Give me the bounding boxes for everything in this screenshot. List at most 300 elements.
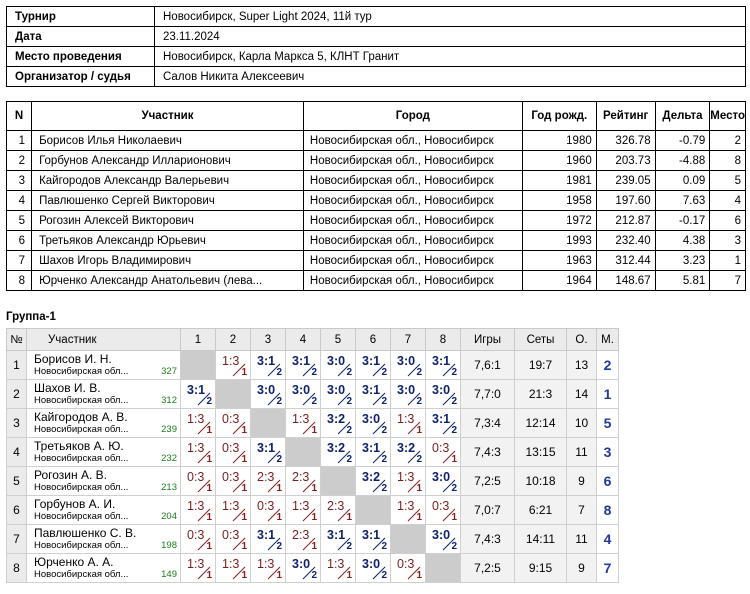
match-result-cell[interactable] [181,409,216,438]
match-points: 1 [241,483,247,494]
match-result-cell[interactable] [321,380,356,409]
match-points: 1 [241,454,247,465]
match-points: 2 [346,454,352,465]
match-score: 0:3 [432,441,450,455]
match-points: 2 [451,367,457,378]
row-number: 5 [7,467,27,496]
match-score: 1:3 [187,441,205,455]
match-points: 1 [451,454,457,465]
match-result-cell[interactable] [356,380,391,409]
match-points: 2 [381,483,387,494]
match-points: 1 [241,541,247,552]
match-score: 1:3 [257,557,275,571]
points-cell: 14 [567,380,597,409]
match-score: 3:1 [432,354,451,368]
match-result-cell[interactable] [216,525,251,554]
player-meta [34,540,177,552]
player-rating: 198 [161,540,177,551]
info-value: Новосибирск, Карла Маркса 5, КЛНТ Гранит [155,47,746,67]
participant-year: 1993 [522,231,596,251]
self-cell [251,409,286,438]
self-cell [216,380,251,409]
participant-delta: -0.79 [655,131,710,151]
place-cell: 7 [597,554,619,583]
participant-name: Борисов Илья Николаевич [32,131,304,151]
row-number: 8 [7,554,27,583]
participant-delta: 3.23 [655,251,710,271]
participant-place: 6 [710,211,746,231]
player-cell [27,467,181,496]
match-points: 2 [276,541,282,552]
participant-place: 4 [710,191,746,211]
match-score: 0:3 [432,499,450,513]
match-score: 3:2 [397,441,416,455]
match-score: 3:0 [292,383,311,397]
match-result-cell[interactable] [426,380,461,409]
participant-delta: 5.81 [655,271,710,291]
match-score: 3:1 [327,528,346,542]
match-score: 0:3 [222,528,240,542]
match-score: 3:0 [257,383,276,397]
crosstable-row [7,554,619,583]
match-points: 2 [381,541,387,552]
match-points: 2 [381,454,387,465]
games-cell: 7,6:1 [461,351,515,380]
participant-city: Новосибирская обл., Новосибирск [303,231,522,251]
participant-place: 5 [710,171,746,191]
match-result-cell[interactable] [286,380,321,409]
sets-cell: 14:11 [515,525,567,554]
player-rating: 239 [161,424,177,435]
match-score: 1:3 [397,470,415,484]
player-city: Новосибирская обл... [34,424,129,435]
row-number: 2 [7,380,27,409]
participant-row [7,171,746,191]
match-score: 3:1 [362,354,381,368]
col-n-header: N [7,102,32,131]
match-points: 1 [311,483,317,494]
match-result-cell[interactable] [181,380,216,409]
participant-n: 4 [7,191,32,211]
match-points: 2 [346,425,352,436]
participant-delta: 0.09 [655,171,710,191]
match-result-cell[interactable] [286,525,321,554]
match-points: 2 [346,541,352,552]
match-points: 1 [241,425,247,436]
match-result-cell[interactable] [321,351,356,380]
participant-name: Третьяков Александр Юрьевич [32,231,304,251]
participant-year: 1981 [522,171,596,191]
match-result-cell[interactable] [286,467,321,496]
match-result-cell[interactable] [251,467,286,496]
participant-name: Кайгородов Александр Валерьевич [32,171,304,191]
match-result-cell[interactable] [251,351,286,380]
match-points: 2 [381,425,387,436]
crosstable-row [7,409,619,438]
match-points: 2 [381,396,387,407]
match-result-cell[interactable] [391,467,426,496]
participant-row [7,211,746,231]
match-result-cell[interactable] [321,409,356,438]
match-score: 1:3 [292,412,310,426]
games-cell: 7,4:3 [461,438,515,467]
col-opponent-header: 5 [321,329,356,351]
match-points: 1 [451,512,457,523]
col-player-header: Участник [27,329,181,351]
match-score: 3:0 [397,383,416,397]
self-cell [426,554,461,583]
match-points: 1 [276,483,282,494]
col-games-header: Игры [461,329,515,351]
col-opponent-header: 3 [251,329,286,351]
participant-rating: 232.40 [596,231,655,251]
player-rating: 213 [161,482,177,493]
place-cell: 1 [597,380,619,409]
points-cell: 10 [567,409,597,438]
match-result-cell[interactable] [251,496,286,525]
match-result-cell[interactable] [426,496,461,525]
participant-city: Новосибирская обл., Новосибирск [303,191,522,211]
player-city: Новосибирская обл... [34,366,129,377]
match-result-cell[interactable] [426,525,461,554]
col-points-header: О. [567,329,597,351]
player-city: Новосибирская обл... [34,395,129,406]
player-name[interactable]: Шахов И. В. [34,381,101,395]
participant-city: Новосибирская обл., Новосибирск [303,131,522,151]
player-meta [34,511,177,523]
player-rating: 327 [161,366,177,377]
match-points: 1 [241,367,247,378]
match-score: 3:1 [257,441,276,455]
participant-city: Новосибирская обл., Новосибирск [303,151,522,171]
player-city: Новосибирская обл... [34,569,129,580]
match-score: 3:1 [362,528,381,542]
match-result-cell[interactable] [391,496,426,525]
player-rating: 149 [161,569,177,580]
match-result-cell[interactable] [321,554,356,583]
info-row [7,7,746,27]
participant-rating: 326.78 [596,131,655,151]
crosstable-row [7,496,619,525]
points-cell: 11 [567,525,597,554]
match-points: 2 [276,367,282,378]
player-meta [34,366,177,378]
match-result-cell[interactable] [216,351,251,380]
participant-rating: 197.60 [596,191,655,211]
participant-city: Новосибирская обл., Новосибирск [303,251,522,271]
col-opponent-header: 1 [181,329,216,351]
points-cell: 9 [567,467,597,496]
participant-city: Новосибирская обл., Новосибирск [303,171,522,191]
player-cell [27,496,181,525]
sets-cell: 21:3 [515,380,567,409]
match-score: 3:1 [257,528,276,542]
match-score: 3:0 [327,383,346,397]
games-cell: 7,2:5 [461,467,515,496]
match-points: 2 [381,367,387,378]
match-score: 3:0 [327,354,346,368]
match-points: 2 [311,367,317,378]
match-score: 3:0 [432,528,451,542]
participant-delta: -4.88 [655,151,710,171]
crosstable-header-row [7,329,619,351]
player-cell [27,409,181,438]
participant-n: 3 [7,171,32,191]
match-score: 0:3 [187,528,205,542]
points-cell: 13 [567,351,597,380]
participant-rating: 203.73 [596,151,655,171]
points-cell: 11 [567,438,597,467]
match-score: 1:3 [222,557,240,571]
match-score: 2:3 [292,528,310,542]
match-score: 1:3 [292,499,310,513]
info-value: Новосибирск, Super Light 2024, 11й тур [155,7,746,27]
match-result-cell[interactable] [181,554,216,583]
crosstable-row [7,467,619,496]
match-result-cell[interactable] [426,409,461,438]
col-opponent-header: 2 [216,329,251,351]
match-result-cell[interactable] [216,496,251,525]
participants-table [6,101,746,291]
info-key: Дата [7,27,155,47]
match-result-cell[interactable] [426,467,461,496]
row-number: 4 [7,438,27,467]
crosstable-row [7,438,619,467]
sets-cell: 12:14 [515,409,567,438]
match-score: 0:3 [257,499,275,513]
participant-rating: 148.67 [596,271,655,291]
col-opponent-header: 4 [286,329,321,351]
col-participant-header: Участник [32,102,304,131]
match-points: 1 [416,425,422,436]
match-result-cell[interactable] [391,380,426,409]
match-score: 3:2 [362,470,381,484]
participant-n: 8 [7,271,32,291]
participant-name: Павлюшенко Сергей Викторович [32,191,304,211]
player-cell [27,351,181,380]
player-name[interactable]: Третьяков А. Ю. [34,439,124,453]
info-row [7,47,746,67]
match-points: 2 [451,541,457,552]
match-points: 1 [311,512,317,523]
participant-place: 3 [710,231,746,251]
match-result-cell[interactable] [426,438,461,467]
match-points: 2 [276,396,282,407]
match-points: 1 [311,425,317,436]
participant-n: 7 [7,251,32,271]
match-points: 1 [346,570,352,581]
row-number: 7 [7,525,27,554]
points-cell: 7 [567,496,597,525]
info-value: Салов Никита Алексеевич [155,67,746,87]
match-points: 1 [206,425,212,436]
match-score: 3:0 [432,383,451,397]
match-result-cell[interactable] [356,467,391,496]
player-meta [34,569,177,581]
col-city-header: Город [303,102,522,131]
match-result-cell[interactable] [251,380,286,409]
games-cell: 7,3:4 [461,409,515,438]
participant-year: 1958 [522,191,596,211]
col-opponent-header: 6 [356,329,391,351]
match-result-cell[interactable] [216,467,251,496]
match-score: 3:2 [327,412,346,426]
place-cell: 3 [597,438,619,467]
match-points: 2 [451,425,457,436]
crosstable-row [7,351,619,380]
match-points: 2 [416,396,422,407]
match-result-cell[interactable] [181,525,216,554]
participant-name: Горбунов Александр Илларионович [32,151,304,171]
match-score: 3:0 [362,557,381,571]
match-result-cell[interactable] [251,554,286,583]
match-points: 2 [416,367,422,378]
match-result-cell[interactable] [321,496,356,525]
match-points: 1 [416,512,422,523]
info-row [7,67,746,87]
player-name[interactable]: Павлюшенко С. В. [34,526,137,540]
participant-city: Новосибирская обл., Новосибирск [303,271,522,291]
match-score: 1:3 [222,499,240,513]
player-name[interactable]: Кайгородов А. В. [34,410,128,424]
match-points: 1 [206,512,212,523]
place-cell: 5 [597,409,619,438]
col-delta-header: Дельта [655,102,710,131]
match-points: 2 [346,396,352,407]
match-result-cell[interactable] [321,525,356,554]
match-result-cell[interactable] [251,525,286,554]
match-points: 1 [276,512,282,523]
match-result-cell[interactable] [391,554,426,583]
games-cell: 7,7:0 [461,380,515,409]
match-points: 2 [451,396,457,407]
crosstable-row [7,525,619,554]
match-result-cell[interactable] [356,438,391,467]
player-name[interactable]: Рогозин А. В. [34,468,107,482]
place-cell: 2 [597,351,619,380]
info-key: Место проведения [7,47,155,67]
participant-name: Рогозин Алексей Викторович [32,211,304,231]
player-meta [34,453,177,465]
row-number: 6 [7,496,27,525]
match-result-cell[interactable] [356,554,391,583]
match-result-cell[interactable] [286,554,321,583]
player-name[interactable]: Горбунов А. И. [34,497,116,511]
match-points: 2 [276,454,282,465]
place-cell: 6 [597,467,619,496]
participant-n: 5 [7,211,32,231]
participant-place: 1 [710,251,746,271]
match-points: 1 [346,512,352,523]
col-sets-header: Сеты [515,329,567,351]
match-points: 2 [416,454,422,465]
match-result-cell[interactable] [356,525,391,554]
participant-year: 1972 [522,211,596,231]
match-result-cell[interactable] [356,351,391,380]
player-cell [27,554,181,583]
match-result-cell[interactable] [391,351,426,380]
match-result-cell[interactable] [181,496,216,525]
sets-cell: 19:7 [515,351,567,380]
participant-row [7,151,746,171]
match-result-cell[interactable] [356,409,391,438]
place-cell: 4 [597,525,619,554]
match-result-cell[interactable] [216,409,251,438]
self-cell [286,438,321,467]
self-cell [181,351,216,380]
match-result-cell[interactable] [391,438,426,467]
participant-rating: 239.05 [596,171,655,191]
participant-n: 6 [7,231,32,251]
participant-year: 1964 [522,271,596,291]
col-place-header: Место [710,102,746,131]
match-result-cell[interactable] [216,438,251,467]
match-score: 0:3 [397,557,415,571]
match-points: 1 [416,483,422,494]
match-points: 1 [206,454,212,465]
match-result-cell[interactable] [426,351,461,380]
match-score: 0:3 [222,412,240,426]
group-crosstable [6,328,619,583]
match-score: 3:0 [432,470,451,484]
match-points: 2 [451,483,457,494]
match-result-cell[interactable] [181,438,216,467]
games-cell: 7,0:7 [461,496,515,525]
match-points: 1 [276,570,282,581]
match-result-cell[interactable] [286,351,321,380]
self-cell [391,525,426,554]
match-score: 0:3 [187,470,205,484]
player-city: Новосибирская обл... [34,540,129,551]
row-number: 1 [7,351,27,380]
match-result-cell[interactable] [286,409,321,438]
player-meta [34,482,177,494]
match-result-cell[interactable] [181,467,216,496]
match-points: 2 [381,570,387,581]
match-result-cell[interactable] [216,554,251,583]
participant-year: 1963 [522,251,596,271]
match-result-cell[interactable] [321,438,356,467]
match-score: 1:3 [397,499,415,513]
player-meta [34,424,177,436]
participants-header-row [7,102,746,131]
participant-name: Юрченко Александр Анатольевич (лева... [32,271,304,291]
match-score: 3:1 [187,383,206,397]
match-score: 2:3 [327,499,345,513]
player-name[interactable]: Борисов И. Н. [34,352,112,366]
match-points: 2 [311,396,317,407]
match-points: 1 [416,570,422,581]
sets-cell: 10:18 [515,467,567,496]
match-points: 1 [206,541,212,552]
match-score: 3:0 [397,354,416,368]
player-name[interactable]: Юрченко А. А. [34,555,114,569]
tournament-info-table [6,6,746,87]
match-result-cell[interactable] [286,496,321,525]
match-score: 1:3 [222,354,240,368]
match-result-cell[interactable] [391,409,426,438]
match-score: 3:1 [362,383,381,397]
match-points: 1 [241,570,247,581]
participant-row [7,191,746,211]
player-city: Новосибирская обл... [34,482,129,493]
sets-cell: 6:21 [515,496,567,525]
self-cell [356,496,391,525]
match-points: 2 [206,396,212,407]
col-opponent-header: 7 [391,329,426,351]
match-result-cell[interactable] [251,438,286,467]
participant-rating: 312.44 [596,251,655,271]
